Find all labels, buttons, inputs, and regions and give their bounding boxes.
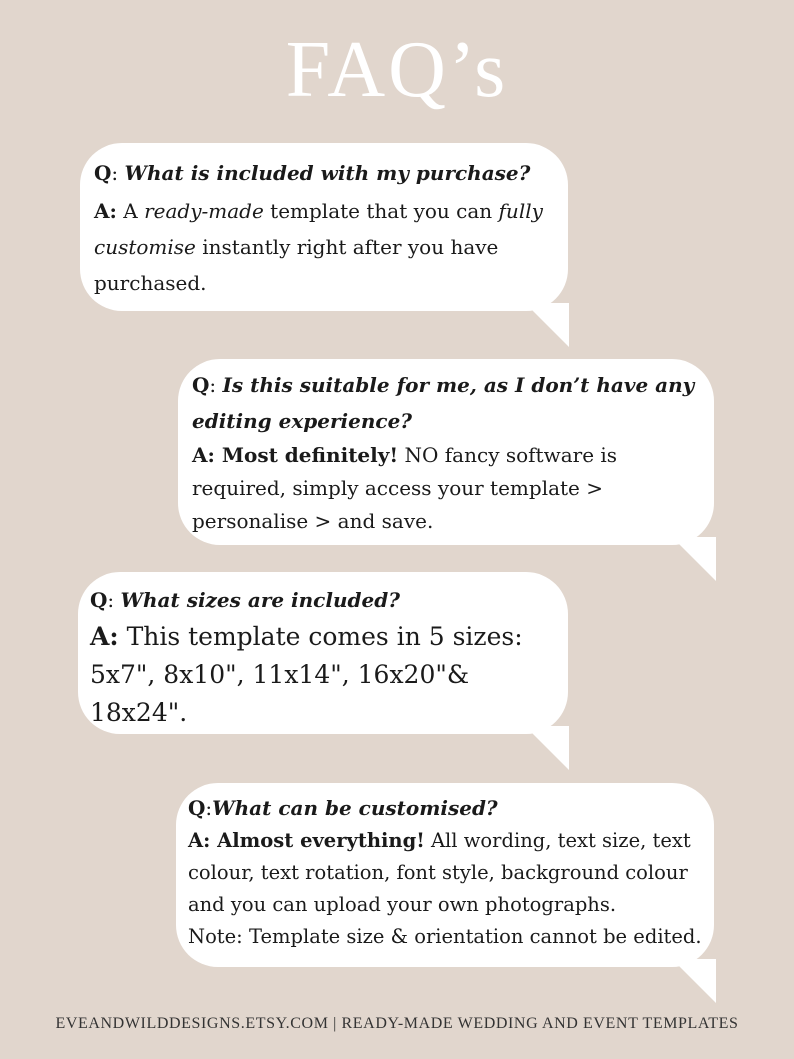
faq-question-4: Q:What can be customised? — [188, 796, 498, 820]
q-label: Q — [94, 161, 112, 185]
a-label: A: — [192, 443, 215, 467]
faq-answer-4: A: Almost everything! All wording, text size, text colour, text rotation, font style, background colour and you can upload your own photographs. — [188, 829, 691, 916]
bubble-tail — [525, 726, 569, 770]
q-label: Q — [192, 373, 210, 397]
q-label: Q — [188, 796, 206, 820]
a-label: A: — [94, 199, 117, 223]
faq-answer-2: A: Most definitely! NO fancy software is required, simply access your template > personalise > and save. — [192, 443, 618, 533]
faq-question-3: Q: What sizes are included? — [90, 588, 400, 612]
question-text: What sizes are included? — [120, 588, 400, 612]
faq-bubble-2 — [178, 359, 714, 545]
bubble-tail — [672, 959, 716, 1003]
faq-bubble-4 — [176, 783, 714, 967]
faq-bubble-3 — [78, 572, 568, 734]
a-label: A: — [188, 829, 211, 852]
sizes-list: 5x7", 8x10", 11x14", 16x20"& 18x24". — [90, 660, 470, 727]
faq-question-1: Q: What is included with my purchase? — [94, 161, 531, 185]
faq-answer-1: A: A ready-made template that you can fully customise instantly right after you have purchased. — [94, 199, 543, 295]
faq-note: Note: Template size & orientation cannot be edited. — [188, 925, 702, 948]
faq-bubble-1 — [80, 143, 568, 311]
page-title: FAQ’s — [285, 26, 509, 114]
faq-answer-3: A: This template comes in 5 sizes: — [90, 622, 523, 651]
faq-question-2: Q: Is this suitable for me, as I don’t have any editing experience? — [192, 373, 695, 433]
bubble-tail — [672, 537, 716, 581]
a-label: A: — [90, 622, 119, 651]
question-text: Is this suitable for me, as I don’t have any editing experience? — [192, 373, 695, 433]
question-text: What is included with my purchase? — [124, 161, 531, 185]
footer-text: EVEANDWILDDESIGNS.ETSY.COM | READY-MADE WEDDING AND EVENT TEMPLATES — [55, 1015, 739, 1032]
bubble-tail — [525, 303, 569, 347]
question-text: What can be customised? — [212, 796, 498, 820]
q-label: Q — [90, 588, 108, 612]
